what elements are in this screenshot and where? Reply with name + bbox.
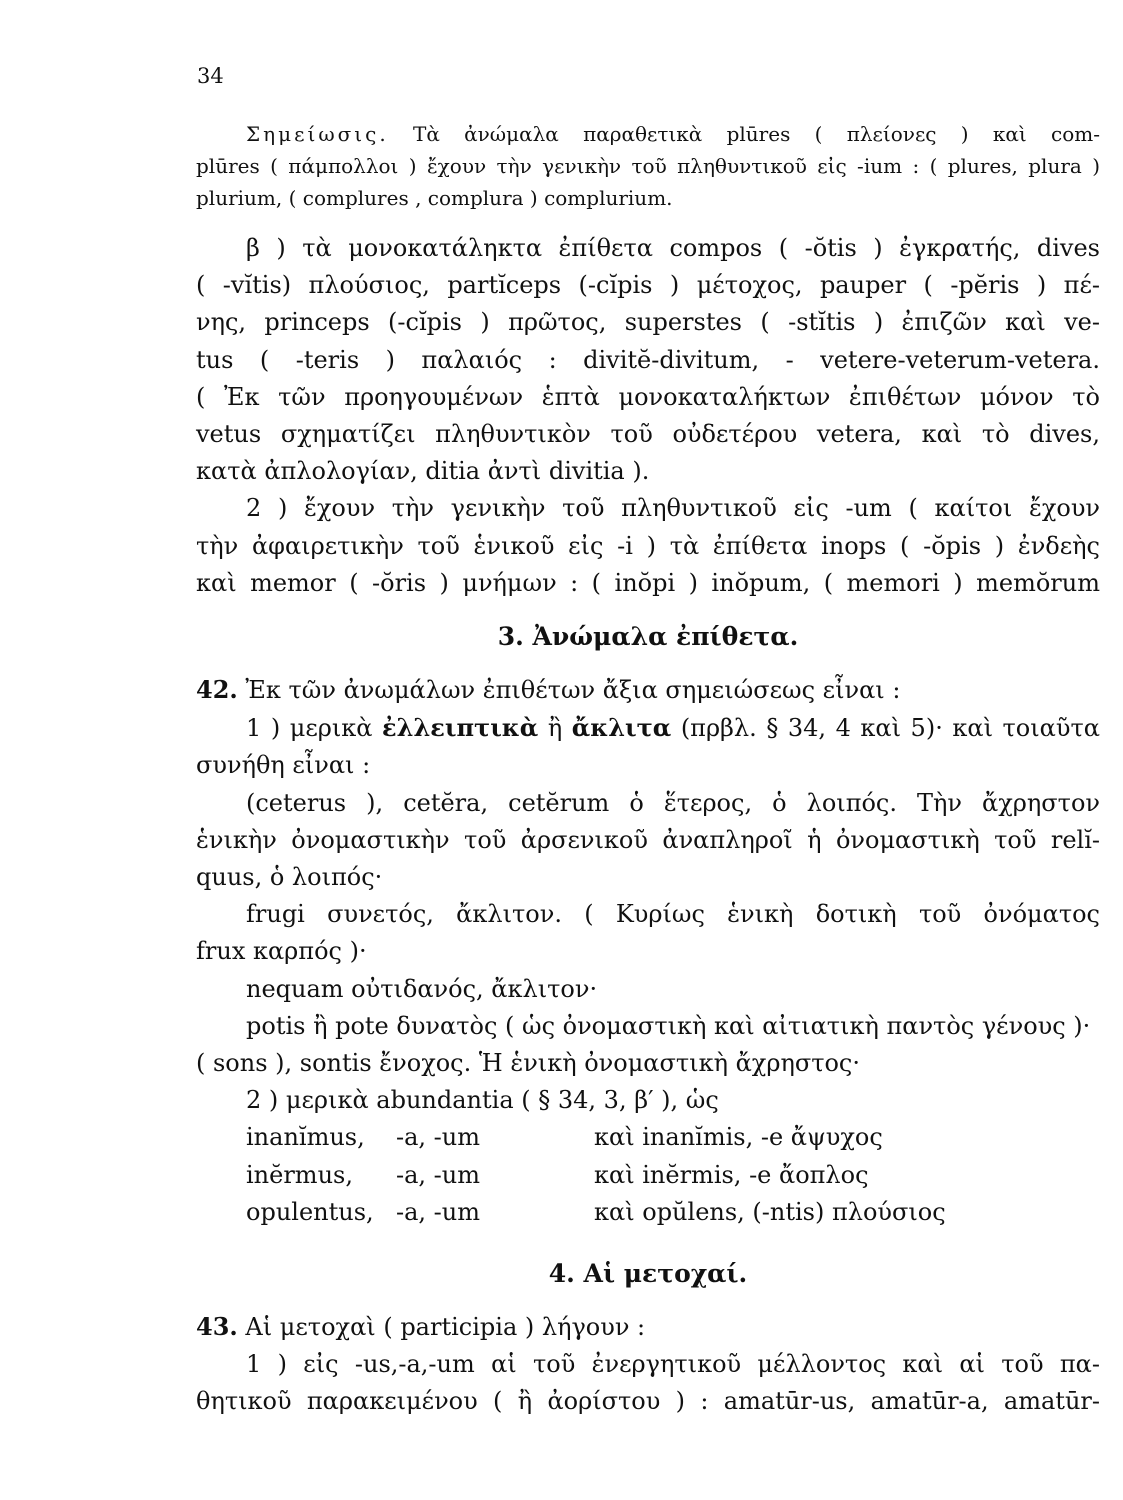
table-cell: inanĭmus, <box>246 1123 365 1152</box>
text-line: ( Ἐκ τῶν προηγουμένων ἑπτὰ μονοκαταλήκτων ἐπιθέτων μόνον τὸ <box>196 382 1100 411</box>
emphasis-term: ἄκλιτα <box>571 713 672 743</box>
section-heading-4: 4. Αἱ μετοχαί. <box>548 1259 748 1289</box>
paragraph-43 <box>196 1308 1100 1421</box>
text-line: tus ( -teris ) παλαιός : divitĕ-divitum, - vetere-veterum-vetera. <box>196 345 1100 374</box>
text-line: (ceterus ), cetĕra, cetĕrum ὁ ἕτερος, ὁ λοιπός. Τὴν ἄχρηστον <box>246 788 1100 817</box>
section-b <box>196 230 1100 490</box>
table-row <box>196 1194 946 1231</box>
abundantia-table <box>196 1119 946 1231</box>
text-line: 1 ) μερικὰ ἐλλειπτικὰ ἢ ἄκλιτα (πρβλ. § 34, 4 καὶ 5)· καὶ τοιαῦτα <box>246 713 1100 743</box>
text-line: frugi συνετός, ἄκλιτον. ( Κυρίως ἑνικὴ δοτικὴ τοῦ ὀνόματος <box>246 900 1100 929</box>
table-row <box>196 1157 946 1194</box>
text-line: 42. Ἐκ τῶν ἀνωμάλων ἐπιθέτων ἄξια σημειώσεως εἶναι : <box>196 675 901 705</box>
table-cell: -a, -um <box>396 1160 480 1189</box>
paragraph-42 <box>196 671 1100 1231</box>
table-cell: opulentus, <box>246 1197 374 1226</box>
table-cell: καὶ inanĭmis, -e ἄψυχος <box>594 1123 883 1152</box>
table-cell: καὶ opŭlens, (-ntis) πλούσιος <box>594 1197 946 1226</box>
text-line: κατὰ ἀπλολογίαν, ditia ἀντὶ divitia ). <box>196 457 650 486</box>
paragraph-number: 42. <box>196 675 238 705</box>
text-line: 1 ) εἰς -us,-a,-um αἱ τοῦ ἐνεργητικοῦ μέλλοντος καὶ αἱ τοῦ πα- <box>246 1350 1100 1379</box>
text-line: nequam οὐτιδανός, ἄκλιτον· <box>246 974 598 1003</box>
text-line: quus, ὁ λοιπός· <box>196 863 383 892</box>
note-block <box>196 118 1100 214</box>
text-line: 2 ) μερικὰ abundantia ( § 34, 3, β′ ), ὡς <box>246 1086 719 1115</box>
text-line: 43. Αἱ μετοχαὶ ( participia ) λήγουν : <box>196 1312 646 1342</box>
text-line: θητικοῦ παρακειμένου ( ἢ ἀορίστου ) : amatūr-us, amatūr-a, amatūr- <box>196 1387 1100 1416</box>
text-line: β ) τὰ μονοκατάληκτα ἐπίθετα compos ( -ŏtis ) ἐγκρατής, dives <box>246 234 1100 262</box>
note-line: Σημείωσις. Τὰ ἀνώμαλα παραθετικὰ plūres ( πλείονες ) καὶ com- <box>246 122 1100 146</box>
text-line: frux καρπός )· <box>196 937 367 966</box>
section-heading-3: 3. Ἀνώμαλα ἐπίθετα. <box>497 622 799 652</box>
text-line: ( sons ), sontis ἔνοχος. Ἡ ἑνικὴ ὀνομαστικὴ ἄχρηστος· <box>196 1049 860 1078</box>
text-line: συνήθη εἶναι : <box>196 751 371 780</box>
text-line: ( -vĭtis) πλούσιος, partĭceps (-cĭpis ) μέτοχος, pauper ( -pĕris ) πέ- <box>196 271 1100 300</box>
text-line: potis ἢ pote δυνατὸς ( ὡς ὀνομαστικὴ καὶ αἰτιατικὴ παντὸς γένους )· <box>246 1011 1091 1040</box>
text-line: ἑνικὴν ὀνομαστικὴν τοῦ ἀρσενικοῦ ἀναπληροῖ ἡ ὀνομαστικὴ τοῦ relĭ- <box>196 825 1100 854</box>
emphasis-term: ἐλλειπτικὰ <box>382 713 539 743</box>
text-line: νης, princeps (-cĭpis ) πρῶτος, superstes ( -stĭtis ) ἐπιζῶν καὶ ve- <box>196 308 1100 337</box>
page-number: 34 <box>197 64 224 88</box>
section-2 <box>196 490 1100 602</box>
text-line: vetus σχηματίζει πληθυντικὸν τοῦ οὐδετέρου vetera, καὶ τὸ dives, <box>196 420 1100 449</box>
text-line: καὶ memor ( -ŏris ) μνήμων : ( inŏpi ) inŏpum, ( memori ) memŏrum <box>196 568 1100 597</box>
page-body <box>196 118 1100 1421</box>
note-line: plurium, ( complures , complura ) complurium. <box>196 186 673 210</box>
table-cell: -a, -um <box>396 1123 480 1152</box>
note-label: Σημείωσις. <box>246 122 389 146</box>
text-line: τὴν ἀφαιρετικὴν τοῦ ἑνικοῦ εἰς -i ) τὰ ἐπίθετα inops ( -ŏpis ) ἐνδεὴς <box>196 531 1100 560</box>
table-cell: inĕrmus, <box>246 1160 353 1189</box>
table-cell: καὶ inĕrmis, -e ἄοπλος <box>594 1160 869 1189</box>
paragraph-number: 43. <box>196 1312 238 1342</box>
table-row <box>196 1119 946 1156</box>
note-line: plūres ( πάμπολλοι ) ἔχουν τὴν γενικὴν τοῦ πληθυντικοῦ εἰς -ium : ( plures, plura ) <box>196 154 1100 178</box>
table-cell: -a, -um <box>396 1197 480 1226</box>
text-line: 2 ) ἔχουν τὴν γενικὴν τοῦ πληθυντικοῦ εἰς -um ( καίτοι ἔχουν <box>246 494 1100 523</box>
